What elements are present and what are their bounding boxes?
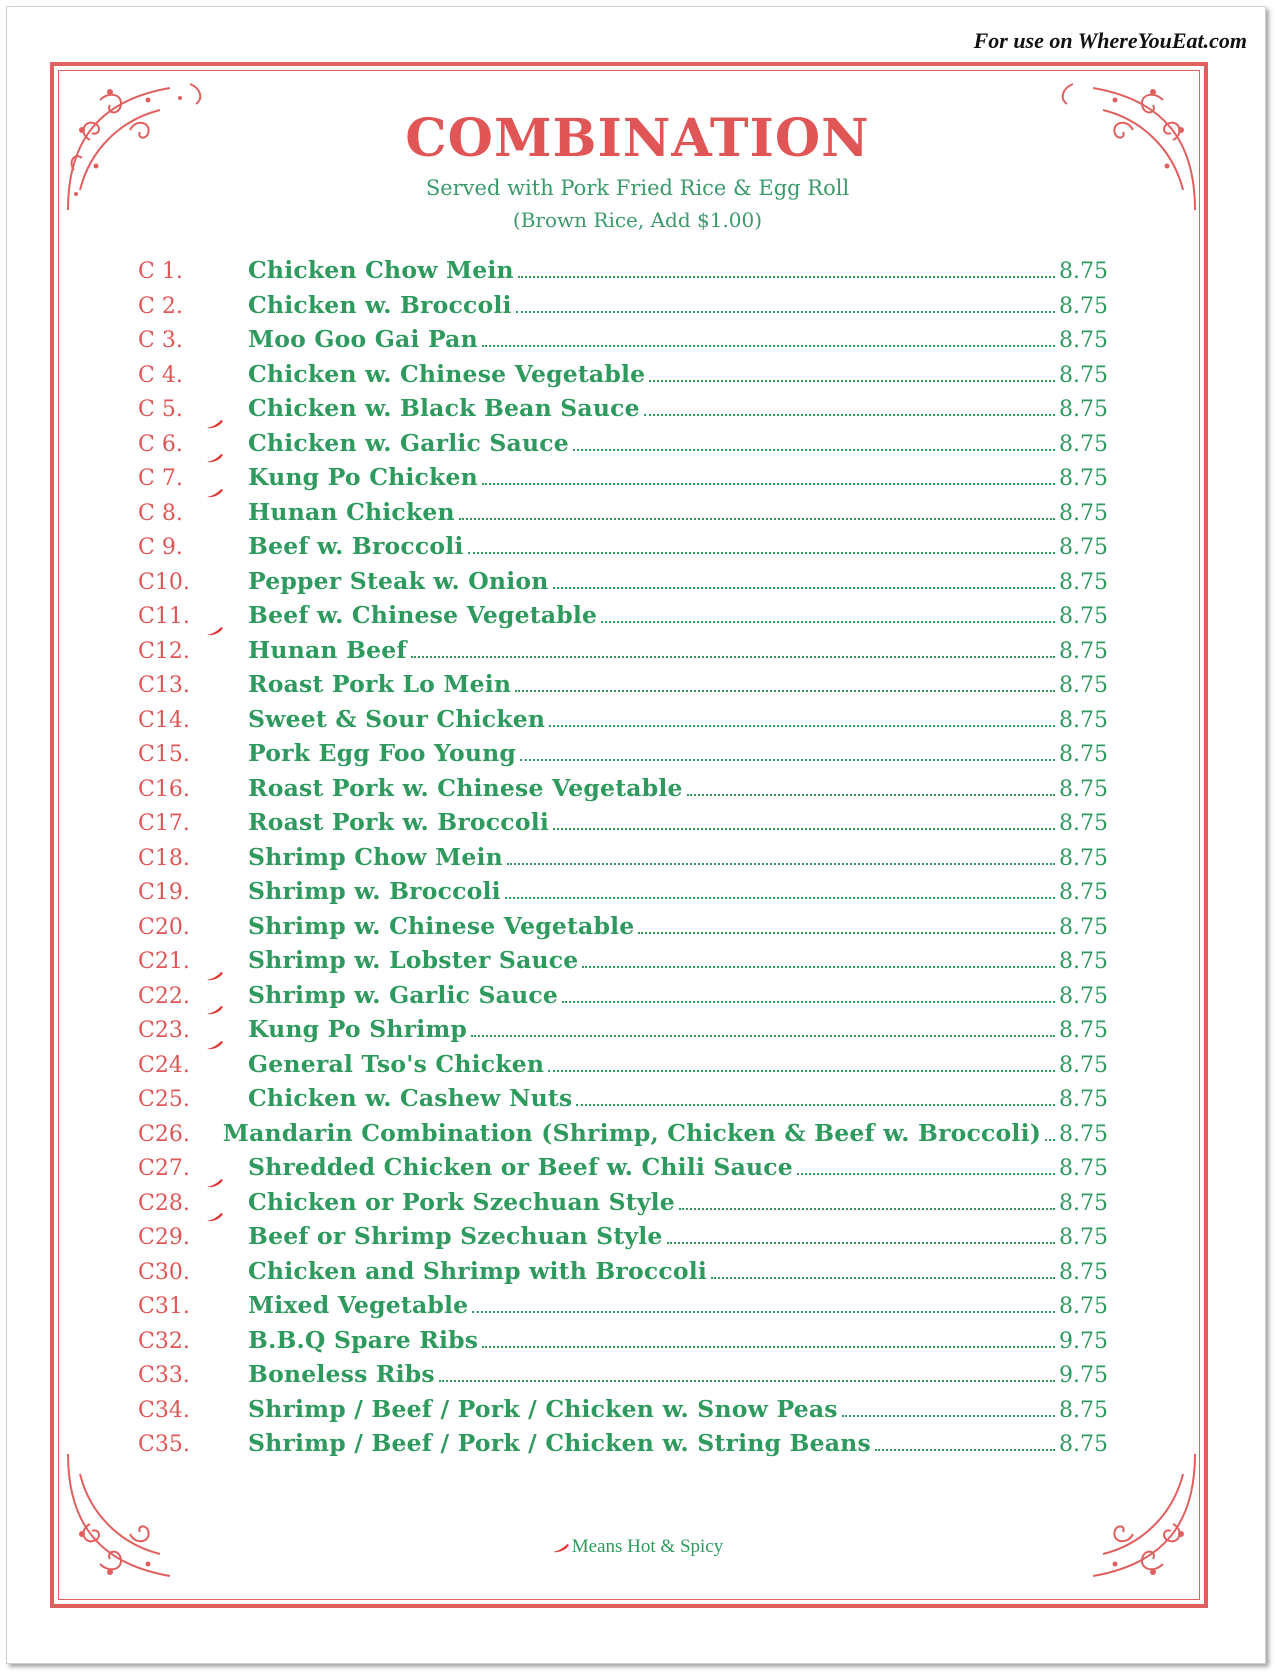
- dot-leader: [553, 587, 1056, 589]
- dot-leader: [1045, 1139, 1055, 1141]
- item-number: C21.: [138, 949, 190, 974]
- dot-leader: [472, 1311, 1055, 1313]
- spicy-marker-slot: [200, 638, 248, 658]
- item-number: C 8.: [138, 500, 183, 526]
- item-price: 8.75: [1059, 569, 1108, 595]
- chili-pepper-icon: [206, 971, 224, 981]
- item-name: Sweet & Sour Chicken: [248, 704, 546, 733]
- item-number: C14.: [138, 707, 190, 733]
- item-price: 8.75: [1059, 328, 1108, 353]
- spicy-legend: [0, 1536, 1275, 1558]
- item-name: Shrimp Chow Mein: [248, 842, 503, 871]
- item-name: Pepper Steak w. Onion: [248, 566, 549, 595]
- item-name: Roast Pork w. Broccoli: [248, 808, 549, 836]
- spicy-marker-slot: [200, 603, 248, 623]
- spicy-marker-slot: [200, 1155, 248, 1175]
- item-name: Mixed Vegetable: [248, 1291, 469, 1319]
- corner-ornament-icon: [60, 1444, 230, 1594]
- item-name: Chicken Chow Mein: [248, 256, 514, 284]
- dot-leader: [842, 1415, 1055, 1417]
- item-name: Chicken w. Garlic Sauce: [248, 428, 569, 457]
- item-number: C 2.: [138, 293, 183, 319]
- item-price: 8.75: [1059, 983, 1108, 1009]
- item-price: 8.75: [1059, 1397, 1108, 1423]
- item-name: Chicken w. Black Bean Sauce: [248, 394, 640, 422]
- menu-item: [138, 1429, 1108, 1464]
- item-number: C 9.: [138, 535, 183, 560]
- chili-pepper-icon: [206, 1212, 224, 1222]
- dot-leader: [505, 897, 1055, 899]
- item-number: C32.: [138, 1328, 190, 1354]
- spicy-marker-slot: [200, 362, 248, 382]
- item-name: Shrimp / Beef / Pork / Chicken w. Snow Peas: [248, 1394, 838, 1423]
- page-title: COMBINATION: [405, 108, 870, 169]
- item-name: Kung Po Shrimp: [248, 1015, 468, 1043]
- item-number: C11.: [138, 604, 190, 629]
- menu-item: [138, 1291, 1108, 1326]
- item-name: Mandarin Combination (Shrimp, Chicken & Beef w. Broccoli): [222, 1118, 1042, 1147]
- spicy-marker-slot: [200, 879, 248, 899]
- menu-item: [138, 394, 1108, 429]
- menu-item: [138, 1257, 1108, 1292]
- chili-pepper-icon: [206, 1005, 224, 1015]
- dot-leader: [797, 1173, 1055, 1175]
- item-price: 8.75: [1059, 293, 1108, 319]
- menu-item: [138, 946, 1108, 981]
- item-name: Boneless Ribs: [248, 1360, 435, 1388]
- dot-leader: [482, 483, 1055, 485]
- menu-item: [138, 291, 1108, 326]
- dot-leader: [687, 794, 1055, 796]
- menu-item: [138, 1395, 1108, 1430]
- item-name: Beef or Shrimp Szechuan Style: [248, 1222, 663, 1250]
- item-name: Moo Goo Gai Pan: [248, 325, 478, 353]
- dot-leader: [644, 414, 1055, 416]
- spicy-marker-slot: [200, 327, 248, 347]
- item-name: Chicken w. Broccoli: [248, 290, 512, 319]
- menu-item: [138, 360, 1108, 395]
- menu-item: [138, 877, 1108, 912]
- menu-item: [138, 774, 1108, 809]
- item-name: Roast Pork w. Chinese Vegetable: [248, 773, 683, 802]
- menu-item: [138, 532, 1108, 567]
- item-price: 8.75: [1059, 949, 1108, 974]
- item-number: C 7.: [138, 466, 183, 491]
- spicy-marker-slot: [200, 1190, 248, 1210]
- spicy-marker-slot: [200, 1224, 248, 1244]
- item-number: C24.: [138, 1052, 190, 1078]
- spicy-marker-slot: [200, 741, 248, 761]
- item-price: 8.75: [1059, 1087, 1108, 1112]
- spicy-marker-slot: [200, 983, 248, 1003]
- spicy-marker-slot: [200, 534, 248, 554]
- item-number: C26.: [138, 1121, 190, 1147]
- item-number: C18.: [138, 845, 190, 871]
- menu-item: [138, 1360, 1108, 1395]
- menu-item: [138, 567, 1108, 602]
- spicy-marker-slot: [200, 258, 248, 278]
- item-name: Shrimp w. Broccoli: [248, 877, 501, 905]
- dot-leader: [601, 621, 1055, 623]
- item-number: C22.: [138, 983, 190, 1009]
- item-price: 8.75: [1059, 1259, 1108, 1285]
- item-price: 8.75: [1059, 500, 1108, 526]
- item-name: Beef w. Chinese Vegetable: [248, 601, 598, 629]
- item-name: Kung Po Chicken: [248, 463, 478, 491]
- item-price: 8.75: [1059, 1294, 1108, 1319]
- item-name: Chicken w. Cashew Nuts: [248, 1084, 573, 1112]
- spicy-marker-slot: [200, 810, 248, 830]
- item-name: Chicken and Shrimp with Broccoli: [248, 1256, 708, 1285]
- item-number: C 5.: [138, 397, 183, 422]
- item-price: 8.75: [1059, 397, 1108, 422]
- item-price: 9.75: [1059, 1363, 1108, 1388]
- chili-pepper-icon: [206, 488, 224, 498]
- dot-leader: [562, 1001, 1055, 1003]
- dot-leader: [875, 1449, 1055, 1451]
- menu-item: [138, 1015, 1108, 1050]
- menu-item: [138, 1050, 1108, 1085]
- spicy-marker-slot: [200, 569, 248, 589]
- spicy-marker-slot: [200, 431, 248, 451]
- item-name: Chicken or Pork Szechuan Style: [248, 1187, 675, 1216]
- item-name: Pork Egg Foo Young: [248, 739, 517, 767]
- dot-leader: [548, 1070, 1055, 1072]
- dot-leader: [679, 1208, 1055, 1210]
- item-number: C23.: [138, 1018, 190, 1043]
- menu-item: [138, 912, 1108, 947]
- dot-leader: [573, 449, 1055, 451]
- menu-item: [138, 1119, 1108, 1154]
- dot-leader: [471, 1035, 1055, 1037]
- item-number: C34.: [138, 1397, 190, 1423]
- spicy-marker-slot: [200, 1328, 248, 1348]
- menu-item: [138, 1326, 1108, 1361]
- spicy-marker-slot: [200, 1017, 248, 1037]
- subtitle-note: (Brown Rice, Add $1.00): [512, 208, 763, 232]
- dot-leader: [553, 828, 1055, 830]
- item-number: C27.: [138, 1156, 190, 1181]
- item-name: Shrimp w. Lobster Sauce: [248, 946, 579, 974]
- item-name: Roast Pork Lo Mein: [248, 670, 512, 698]
- item-price: 8.75: [1059, 535, 1108, 560]
- item-price: 8.75: [1059, 742, 1108, 767]
- menu-item: [138, 843, 1108, 878]
- menu-item: [138, 739, 1108, 774]
- dot-leader: [582, 966, 1055, 968]
- chili-pepper-icon: [206, 626, 224, 636]
- menu-list: [138, 256, 1108, 1464]
- dot-leader: [711, 1277, 1055, 1279]
- item-price: 8.75: [1059, 1225, 1108, 1250]
- menu-item: [138, 1188, 1108, 1223]
- item-number: C15.: [138, 742, 190, 767]
- item-price: 8.75: [1059, 1190, 1108, 1216]
- item-number: C 4.: [138, 362, 183, 388]
- chili-pepper-icon: [206, 1040, 224, 1050]
- item-name: Shrimp / Beef / Pork / Chicken w. String Beans: [248, 1429, 871, 1457]
- item-price: 8.75: [1059, 604, 1108, 629]
- dot-leader: [468, 552, 1055, 554]
- spicy-marker-slot: [200, 672, 248, 692]
- item-price: 8.75: [1059, 431, 1108, 457]
- item-number: C17.: [138, 811, 190, 836]
- spicy-marker-slot: [200, 914, 248, 934]
- item-number: C10.: [138, 569, 190, 595]
- spicy-marker-slot: [200, 1362, 248, 1382]
- spicy-marker-slot: [200, 707, 248, 727]
- dot-leader: [515, 690, 1055, 692]
- item-number: C12.: [138, 638, 190, 664]
- item-number: C25.: [138, 1087, 190, 1112]
- item-price: 8.75: [1059, 914, 1108, 940]
- item-name: Shrimp w. Garlic Sauce: [248, 980, 559, 1009]
- menu-item: [138, 601, 1108, 636]
- dot-leader: [439, 1380, 1055, 1382]
- menu-item: [138, 981, 1108, 1016]
- spicy-marker-slot: [200, 845, 248, 865]
- menu-item: [138, 636, 1108, 671]
- item-name: General Tso's Chicken: [248, 1049, 545, 1078]
- spicy-marker-slot: [200, 1052, 248, 1072]
- spicy-marker-slot: [200, 293, 248, 313]
- spicy-marker-slot: [200, 500, 248, 520]
- spicy-marker-slot: [190, 1121, 223, 1141]
- spicy-marker-slot: [200, 1293, 248, 1313]
- item-name: Beef w. Broccoli: [248, 532, 464, 560]
- dot-leader: [411, 656, 1055, 658]
- item-number: C29.: [138, 1225, 190, 1250]
- corner-ornament-icon: [1033, 1444, 1203, 1594]
- item-price: 8.75: [1059, 1156, 1108, 1181]
- spicy-marker-slot: [200, 776, 248, 796]
- item-price: 8.75: [1059, 845, 1108, 871]
- dot-leader: [667, 1242, 1055, 1244]
- dot-leader: [459, 518, 1055, 520]
- dot-leader: [518, 276, 1055, 278]
- menu-item: [138, 463, 1108, 498]
- item-price: 8.75: [1059, 259, 1108, 284]
- dot-leader: [482, 1346, 1055, 1348]
- item-price: 8.75: [1059, 1018, 1108, 1043]
- menu-item: [138, 1084, 1108, 1119]
- menu-item: [138, 1222, 1108, 1257]
- menu-item: [138, 429, 1108, 464]
- item-price: 8.75: [1059, 638, 1108, 664]
- item-number: C31.: [138, 1294, 190, 1319]
- spicy-marker-slot: [200, 948, 248, 968]
- menu-item: [138, 1153, 1108, 1188]
- dot-leader: [649, 380, 1055, 382]
- chili-pepper-icon: [552, 1543, 570, 1553]
- item-number: C16.: [138, 776, 190, 802]
- item-number: C 6.: [138, 431, 183, 457]
- item-name: B.B.Q Spare Ribs: [248, 1325, 479, 1354]
- dot-leader: [507, 863, 1055, 865]
- item-price: 8.75: [1059, 880, 1108, 905]
- menu-item: [138, 705, 1108, 740]
- menu-item: [138, 808, 1108, 843]
- dot-leader: [549, 725, 1055, 727]
- item-price: 8.75: [1059, 362, 1108, 388]
- spicy-marker-slot: [200, 1431, 248, 1451]
- item-price: 8.75: [1059, 1052, 1108, 1078]
- item-number: C 1.: [138, 259, 183, 284]
- item-name: Hunan Chicken: [248, 497, 455, 526]
- item-number: C 3.: [138, 328, 183, 353]
- menu-item: [138, 670, 1108, 705]
- item-name: Shredded Chicken or Beef w. Chili Sauce: [248, 1153, 793, 1181]
- dot-leader: [638, 932, 1055, 934]
- item-price: 8.75: [1059, 673, 1108, 698]
- item-number: C19.: [138, 880, 190, 905]
- spicy-legend-text: Means Hot & Spicy: [571, 1536, 724, 1557]
- chili-pepper-icon: [206, 1178, 224, 1188]
- dot-leader: [482, 345, 1055, 347]
- item-price: 8.75: [1059, 707, 1108, 733]
- item-name: Hunan Beef: [248, 635, 407, 664]
- menu-item: [138, 498, 1108, 533]
- item-number: C20.: [138, 914, 190, 940]
- spicy-marker-slot: [200, 1397, 248, 1417]
- menu-item: [138, 256, 1108, 291]
- spicy-marker-slot: [200, 396, 248, 416]
- spicy-marker-slot: [200, 1259, 248, 1279]
- item-number: C33.: [138, 1363, 190, 1388]
- subtitle: Served with Pork Fried Rice & Egg Roll: [425, 176, 850, 200]
- item-number: C13.: [138, 673, 190, 698]
- watermark: For use on WhereYouEat.com: [973, 28, 1247, 53]
- item-number: C30.: [138, 1259, 190, 1285]
- item-price: 8.75: [1059, 776, 1108, 802]
- item-name: Chicken w. Chinese Vegetable: [248, 359, 646, 388]
- item-price: 8.75: [1059, 466, 1108, 491]
- spicy-marker-slot: [200, 1086, 248, 1106]
- item-price: 8.75: [1059, 1121, 1108, 1147]
- item-price: 8.75: [1059, 811, 1108, 836]
- spicy-marker-slot: [200, 465, 248, 485]
- dot-leader: [520, 759, 1055, 761]
- dot-leader: [516, 311, 1055, 313]
- item-name: Shrimp w. Chinese Vegetable: [248, 911, 635, 940]
- dot-leader: [576, 1104, 1055, 1106]
- item-number: C28.: [138, 1190, 190, 1216]
- chili-pepper-icon: [206, 419, 224, 429]
- item-price: 9.75: [1059, 1328, 1108, 1354]
- menu-item: [138, 325, 1108, 360]
- chili-pepper-icon: [206, 453, 224, 463]
- item-price: 8.75: [1059, 1432, 1108, 1457]
- item-number: C35.: [138, 1432, 190, 1457]
